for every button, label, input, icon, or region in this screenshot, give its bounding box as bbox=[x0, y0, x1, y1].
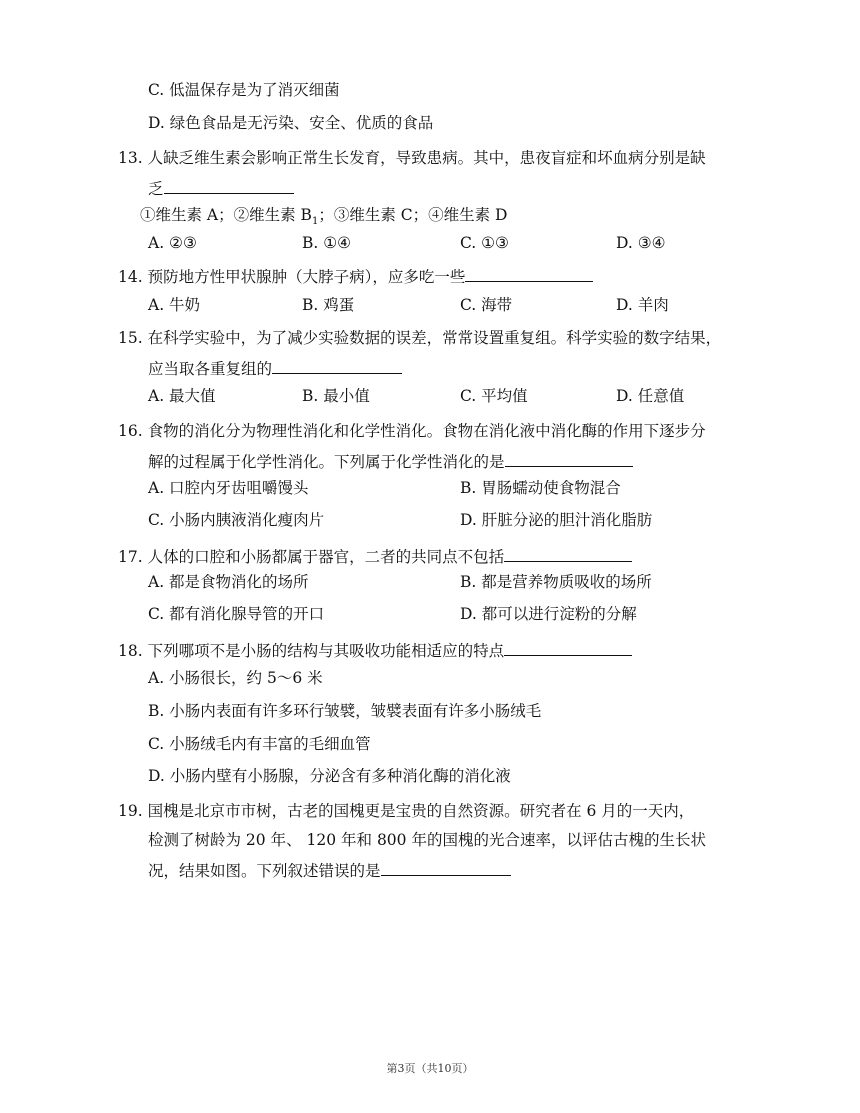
q13-items-subscript: 1 bbox=[311, 216, 319, 228]
q14-option-b: B. 鸡蛋 bbox=[302, 296, 355, 314]
q16-stem-text: 解的过程属于化学性消化。下列属于化学性消化的是 bbox=[148, 453, 505, 471]
q18-stem-text: 18. 下列哪项不是小肠的结构与其吸收功能相适应的特点 bbox=[118, 642, 505, 660]
q18-option-c: C. 小肠绒毛内有丰富的毛细血管 bbox=[148, 735, 371, 753]
answer-blank[interactable] bbox=[505, 450, 633, 467]
q16-option-a: A. 口腔内牙齿咀嚼馒头 bbox=[148, 479, 309, 497]
q13-items bbox=[140, 205, 507, 232]
q17-stem-text: 17. 人体的口腔和小肠都属于器官，二者的共同点不包括 bbox=[118, 548, 505, 566]
q17-option-b: B. 都是营养物质吸收的场所 bbox=[460, 573, 652, 591]
answer-blank[interactable] bbox=[381, 859, 511, 876]
q18-stem bbox=[118, 639, 632, 661]
q15-stem-line2 bbox=[148, 357, 402, 379]
q13-items-text: ①维生素 A；②维生素 B bbox=[140, 206, 312, 224]
q14-option-a: A. 牛奶 bbox=[148, 296, 201, 314]
q13-option-d: D. ③④ bbox=[616, 234, 666, 252]
q19-stem-line2: 检测了树龄为 20 年、 120 年和 800 年的国槐的光合速率，以评估古槐的生长状 bbox=[148, 831, 706, 849]
q19-stem-text: 况，结果如图。下列叙述错误的是 bbox=[148, 862, 381, 880]
answer-blank[interactable] bbox=[272, 357, 402, 374]
q18-option-a: A. 小肠很长，约 5～6 米 bbox=[148, 669, 323, 687]
q13-stem-line2 bbox=[148, 177, 294, 199]
q16-stem-line2 bbox=[148, 450, 633, 472]
q15-stem-line1: 15. 在科学实验中，为了减少实验数据的误差，常常设置重复组。科学实验的数字结果， bbox=[118, 329, 722, 347]
q15-option-a: A. 最大值 bbox=[148, 387, 216, 405]
q13-items-tail: ；③维生素 C；④维生素 D bbox=[318, 206, 508, 224]
q15-option-c: C. 平均值 bbox=[460, 387, 528, 405]
answer-blank[interactable] bbox=[504, 545, 632, 562]
q14-stem bbox=[118, 265, 593, 287]
answer-blank[interactable] bbox=[164, 177, 294, 194]
q12-option-c: C. 低温保存是为了消灭细菌 bbox=[148, 81, 340, 99]
q14-stem-text: 14. 预防地方性甲状腺肿（大脖子病），应多吃一些 bbox=[118, 268, 466, 286]
q19-stem-line1: 19. 国槐是北京市市树，古老的国槐更是宝贵的自然资源。研究者在 6 月的一天内， bbox=[118, 802, 695, 820]
page-footer: 第3页（共10页） bbox=[386, 1062, 474, 1075]
q15-option-d: D. 任意值 bbox=[616, 387, 685, 405]
answer-blank[interactable] bbox=[465, 265, 593, 282]
q17-stem bbox=[118, 545, 632, 567]
q13-option-b: B. ①④ bbox=[302, 234, 352, 252]
q16-stem-line1: 16. 食物的消化分为物理性消化和化学性消化。食物在消化液中消化酶的作用下逐步分 bbox=[118, 422, 706, 440]
q18-option-d: D. 小肠内壁有小肠腺，分泌含有多种消化酶的消化液 bbox=[148, 767, 511, 785]
q13-option-c: C. ①③ bbox=[460, 234, 509, 252]
q13-stem-text: 乏 bbox=[148, 180, 164, 198]
answer-blank[interactable] bbox=[504, 639, 632, 656]
q16-option-c: C. 小肠内胰液消化瘦肉片 bbox=[148, 511, 325, 529]
q18-option-b: B. 小肠内表面有许多环行皱襞，皱襞表面有许多小肠绒毛 bbox=[148, 702, 542, 720]
q19-stem-line3 bbox=[148, 859, 511, 881]
q17-option-a: A. 都是食物消化的场所 bbox=[148, 573, 309, 591]
q17-option-d: D. 都可以进行淀粉的分解 bbox=[460, 605, 637, 623]
q15-stem-text: 应当取各重复组的 bbox=[148, 360, 273, 378]
q14-option-d: D. 羊肉 bbox=[616, 296, 669, 314]
q16-option-d: D. 肝脏分泌的胆汁消化脂肪 bbox=[460, 511, 653, 529]
q14-option-c: C. 海带 bbox=[460, 296, 513, 314]
q17-option-c: C. 都有消化腺导管的开口 bbox=[148, 605, 325, 623]
q12-option-d: D. 绿色食品是无污染、安全、优质的食品 bbox=[148, 114, 434, 132]
q13-option-a: A. ②③ bbox=[148, 234, 197, 252]
q15-option-b: B. 最小值 bbox=[302, 387, 370, 405]
q16-option-b: B. 胃肠蠕动使食物混合 bbox=[460, 479, 621, 497]
q13-stem-line1: 13. 人缺乏维生素会影响正常生长发育，导致患病。其中，患夜盲症和坏血病分别是缺 bbox=[118, 149, 706, 167]
